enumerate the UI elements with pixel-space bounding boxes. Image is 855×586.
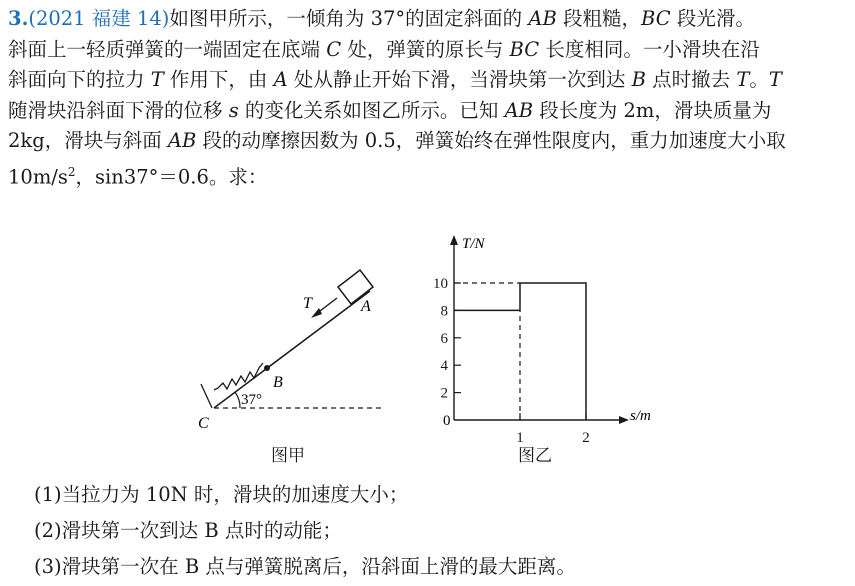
text-segment: 10m/s xyxy=(8,165,68,189)
label-b: B xyxy=(273,374,283,391)
question-2: (2)滑块第一次到达 B 点时的动能； xyxy=(34,519,342,542)
symbol-a: A xyxy=(273,68,288,92)
y-tick-label: 2 xyxy=(440,385,448,402)
symbol-ab: AB xyxy=(504,98,534,122)
x-axis-label: s/m xyxy=(630,408,651,424)
y-tick-label: 4 xyxy=(440,358,448,375)
symbol-bc: BC xyxy=(509,37,540,61)
symbol-ab: AB xyxy=(528,7,557,30)
symbol-b: B xyxy=(631,68,646,92)
angle-label: 37° xyxy=(241,392,262,408)
text-segment: 处，弹簧的原长与 xyxy=(341,37,510,61)
problem-number: 3. xyxy=(8,7,29,30)
superscript: 2 xyxy=(67,164,76,179)
x-tick-label: 2 xyxy=(582,430,590,446)
text-segment: 点时撤去 xyxy=(645,68,737,92)
text-segment: 段长度为 2m，滑块质量为 xyxy=(533,98,772,122)
y-axis-label: T/N xyxy=(462,236,485,252)
text-segment: 2kg，滑块与斜面 xyxy=(8,129,168,153)
text-segment: 斜面上一轻质弹簧的一端固定在底端 xyxy=(8,37,327,61)
symbol-t: T xyxy=(736,68,750,92)
y-tick-label: 8 xyxy=(440,303,448,320)
symbol-c: C xyxy=(326,37,342,61)
y-tick-label: 10 xyxy=(433,276,448,292)
label-c: C xyxy=(198,415,209,432)
text-segment: 处从静止开始下滑，当滑块第一次到达 xyxy=(287,68,632,92)
text-segment: 段光滑。 xyxy=(670,7,755,30)
caption-jia: 图甲 xyxy=(271,446,305,466)
origin-label: 0 xyxy=(443,413,451,429)
text-segment: 。 xyxy=(749,68,769,92)
text-segment: 的变化关系如图乙所示。已知 xyxy=(238,98,505,122)
problem-source: (2021 福建 14) xyxy=(28,7,170,30)
x-tick-label: 1 xyxy=(516,430,524,446)
text-segment: 随滑块沿斜面下滑的位移 xyxy=(8,98,229,122)
text-segment: ，sin37°＝0.6。求： xyxy=(75,165,268,189)
caption-yi: 图乙 xyxy=(518,446,552,466)
text-segment: 段的动摩擦因数为 0.5，弹簧始终在弹性限度内，重力加速度大小取 xyxy=(196,129,786,153)
question-1: (1)当拉力为 10N 时，滑块的加速度大小； xyxy=(34,483,409,506)
symbol-t: T xyxy=(768,68,782,92)
text-segment: 如图甲所示，一倾角为 37°的固定斜面的 xyxy=(169,7,529,30)
y-tick-label: 6 xyxy=(440,330,448,347)
y-axis-arrowhead xyxy=(450,235,458,245)
x-axis-arrowhead xyxy=(619,416,629,424)
text-segment: 段粗糙， xyxy=(556,7,642,30)
text-segment: 斜面向下的拉力 xyxy=(8,68,151,92)
label-t: T xyxy=(303,295,312,312)
question-3: (3)滑块第一次在 B 点与弹簧脱离后，沿斜面上滑的最大距离。 xyxy=(34,555,576,578)
text-segment: 长度相同。一小滑块在沿 xyxy=(539,37,760,61)
text-segment: 作用下，由 xyxy=(163,68,274,92)
symbol-ab: AB xyxy=(167,129,197,153)
symbol-bc: BC xyxy=(641,7,671,30)
symbol-t: T xyxy=(150,68,164,92)
symbol-s: s xyxy=(228,98,239,122)
label-a: A xyxy=(361,298,371,315)
